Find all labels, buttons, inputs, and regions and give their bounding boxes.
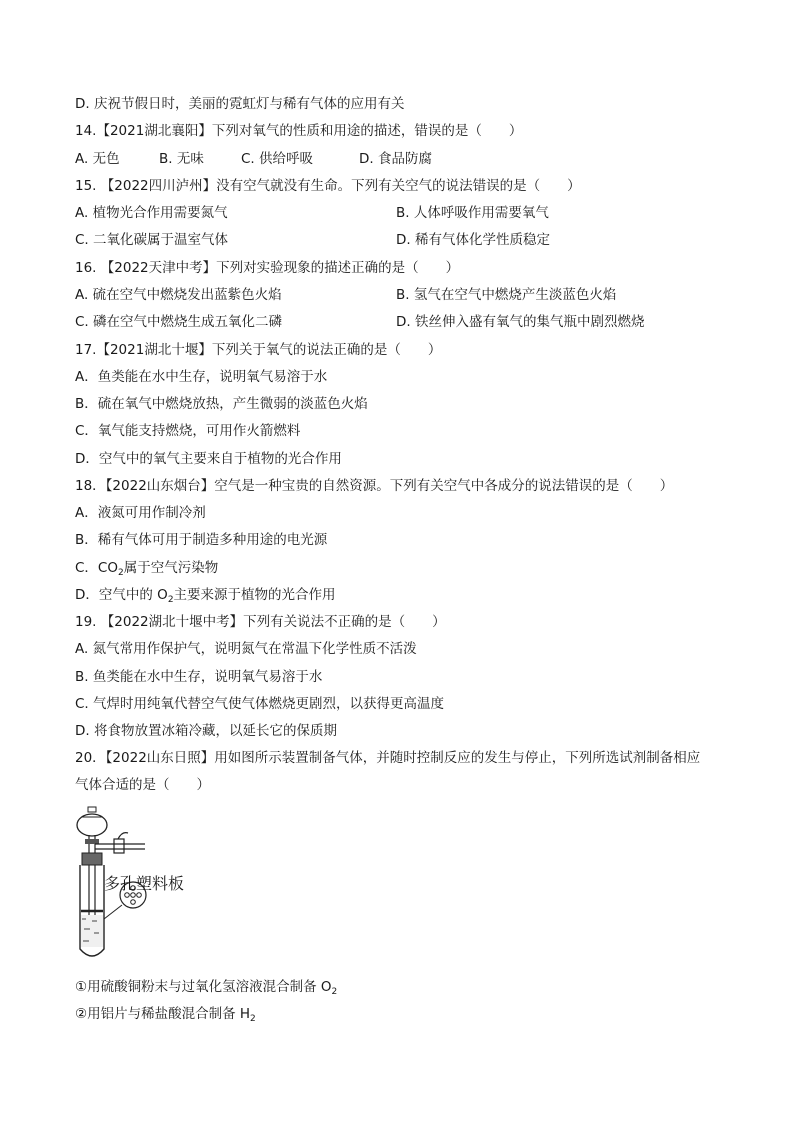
line-d-neon: D. 庆祝节假日时，美丽的霓虹灯与稀有气体的应用有关	[75, 96, 405, 112]
subscript: 2	[167, 595, 174, 605]
question-14: 14.【2021湖北襄阳】下列对氧气的性质和用途的描述，错误的是（ ）	[75, 123, 523, 139]
option-d: D. 将食物放置冰箱冷藏，以延长它的保质期	[75, 723, 337, 739]
option-c: C. 二氧化碳属于温室气体	[75, 232, 229, 248]
option-c: C. 供给呼吸	[241, 151, 314, 167]
option-c	[75, 559, 218, 582]
subscript: 2	[117, 568, 124, 578]
option-d: D. 稀有气体化学性质稳定	[396, 232, 550, 248]
option-b: B．硫在氧气中燃烧放热，产生微弱的淡蓝色火焰	[75, 396, 368, 412]
option-a: A．鱼类能在水中生存，说明氧气易溶于水	[75, 369, 328, 385]
subscript: 2	[250, 1014, 256, 1024]
reagent-option-2	[75, 1005, 256, 1028]
option-c-tail: 属于空气污染物	[123, 560, 219, 576]
question-19: 19. 【2022湖北十堰中考】下列有关说法不正确的是（ ）	[75, 614, 446, 630]
question-15-options-row1	[75, 204, 228, 222]
question-20-line2: 气体合适的是（ ）	[75, 777, 210, 793]
option-c: C. 气焊时用纯氧代替空气使气体燃烧更剧烈，以获得更高温度	[75, 696, 445, 712]
option-c: C．氧气能支持燃烧，可用作火箭燃料	[75, 423, 301, 439]
subscript: 2	[331, 987, 338, 997]
question-18: 18．【2022山东烟台】空气是一种宝贵的自然资源。下列有关空气中各成分的说法错误的是（ ）	[75, 478, 674, 494]
option-b: B. 氢气在空气中燃烧产生淡蓝色火焰	[396, 287, 617, 303]
reagent-option-1	[75, 978, 337, 1001]
option-a: A. 植物光合作用需要氮气	[75, 205, 228, 221]
option-a: A. 氮气常用作保护气，说明氮气在常温下化学性质不活泼	[75, 641, 417, 657]
option-d-text: D．空气中的 O	[75, 587, 168, 603]
option-b: B. 鱼类能在水中生存，说明氧气易溶于水	[75, 669, 323, 685]
option-a: A．液氮可用作制冷剂	[75, 505, 206, 521]
figure-label: 多孔塑料板	[104, 874, 185, 893]
option-d-tail: 主要来源于植物的光合作用	[173, 587, 336, 603]
question-14-options	[75, 150, 432, 168]
option-b: B．稀有气体可用于制造多种用途的电光源	[75, 532, 328, 548]
option-c-text: C．CO	[75, 560, 118, 576]
reagent-text: ①用硫酸铜粉末与过氧化氢溶液混合制备 O	[75, 979, 332, 995]
option-b: B. 人体呼吸作用需要氧气	[396, 205, 549, 221]
option-a: A. 无色	[75, 151, 120, 167]
question-15: 15. 【2022四川泸州】没有空气就没有生命。下列有关空气的说法错误的是（ ）	[75, 178, 581, 194]
option-d: D. 食品防腐	[359, 151, 432, 167]
option-b: B. 无味	[159, 151, 204, 167]
option-d	[75, 586, 336, 609]
question-17: 17.【2021湖北十堰】下列关于氧气的说法正确的是（ ）	[75, 342, 442, 358]
option-d: D. 铁丝伸入盛有氧气的集气瓶中剧烈燃烧	[396, 314, 645, 330]
option-a: A. 硫在空气中燃烧发出蓝紫色火焰	[75, 287, 282, 303]
reagent-text: ②用铝片与稀盐酸混合制备 H	[75, 1006, 251, 1022]
question-16: 16. 【2022天津中考】下列对实验现象的描述正确的是（ ）	[75, 260, 460, 276]
question-20-line1: 20．【2022山东日照】用如图所示装置制备气体，并随时控制反应的发生与停止，下列所选试剂制备相应	[75, 750, 701, 766]
option-d: D．空气中的氧气主要来自于植物的光合作用	[75, 451, 342, 467]
option-c: C. 磷在空气中燃烧生成五氧化二磷	[75, 314, 283, 330]
